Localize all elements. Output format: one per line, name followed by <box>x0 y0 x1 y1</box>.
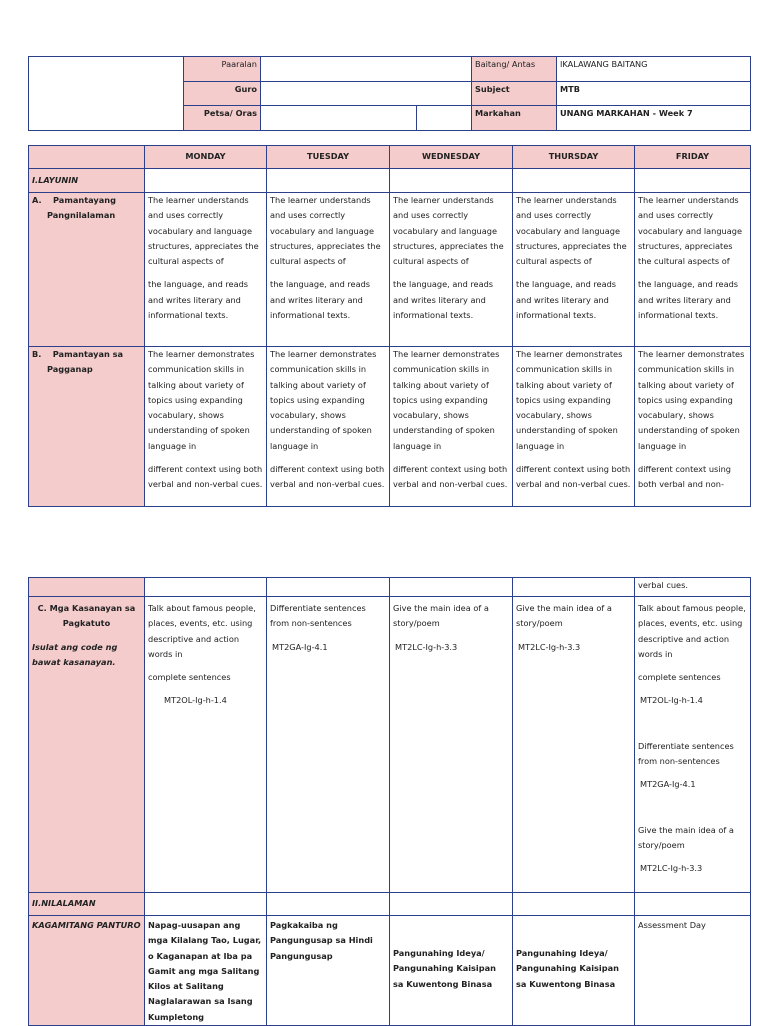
kasanayan-label-cell <box>29 597 145 893</box>
pangnilalaman-friday: The learner understands and uses correctly vocabulary and language structures, appreciates the cultural aspects of the language, and reads and writes literary and informational texts. <box>635 193 751 347</box>
pagganap-thursday: The learner demonstrates communication skills in talking about variety of topics using expanding vocabulary, shows understanding of spoken language in different context using both verbal and non-verbal cues. <box>513 347 635 507</box>
petsa-field[interactable] <box>261 106 417 131</box>
day-header-tuesday: TUESDAY <box>267 146 390 169</box>
logo-cell <box>29 57 184 131</box>
baitang-label: Baitang/ Antas <box>472 57 557 82</box>
pagganap-friday: The learner demonstrates communication skills in talking about variety of topics using expanding vocabulary, shows understanding of spoken language in different context using both verbal and non- <box>635 347 751 507</box>
kasanayan-friday: Talk about famous people, places, events, etc. using descriptive and action words in complete sentences MT2OL-Ig-h-1.4 Differentiate sentences from non-sentences MT2GA-Ig-4.1 Give the main idea of a story/poem MT2LC-Ig-h-3.3 <box>635 597 751 893</box>
subject-value: MTB <box>557 82 751 106</box>
paaralan-label: Paaralan <box>184 57 261 82</box>
nilalaman-heading: II.NILALAMAN <box>29 893 145 916</box>
baitang-value: IKALAWANG BAITANG <box>557 57 751 82</box>
header-table <box>28 56 751 131</box>
day-header-friday: FRIDAY <box>635 146 751 169</box>
pangnilalaman-thursday: The learner understands and uses correctly vocabulary and language structures, appreciates the cultural aspects of the language, and reads and writes literary and informational texts. <box>513 193 635 347</box>
day-header-wednesday: WEDNESDAY <box>390 146 513 169</box>
kasanayan-label: C. Mga Kasanayan sa Pagkatuto <box>37 603 136 629</box>
day-header-monday: MONDAY <box>145 146 267 169</box>
layunin-heading: I.LAYUNIN <box>29 169 145 193</box>
kagamitang-friday: Assessment Day <box>635 916 751 1026</box>
kagamitang-tuesday: Pagkakaiba ng Pangungusap sa Hindi Pangungusap <box>267 916 390 1026</box>
corner-cell <box>29 146 145 169</box>
kasanayan-thursday: Give the main idea of a story/poem MT2LC-Ig-h-3.3 <box>513 597 635 893</box>
friday-continued-text: verbal cues. <box>635 578 751 597</box>
subject-label: Subject <box>472 82 557 106</box>
pangnilalaman-tuesday: The learner understands and uses correctly vocabulary and language structures, appreciates the cultural aspects of the language, and reads and writes literary and informational texts. <box>267 193 390 347</box>
markahan-value: UNANG MARKAHAN - Week 7 <box>557 106 751 131</box>
pangnilalaman-monday: The learner understands and uses correctly vocabulary and language structures, appreciates the cultural aspects of the language, and reads and writes literary and informational texts. <box>145 193 267 347</box>
pagganap-wednesday: The learner demonstrates communication skills in talking about variety of topics using expanding vocabulary, shows understanding of spoken language in different context using both verbal and non-verbal cues. <box>390 347 513 507</box>
pagganap-tuesday: The learner demonstrates communication skills in talking about variety of topics using expanding vocabulary, shows understanding of spoken language in different context using both verbal and non-verbal cues. <box>267 347 390 507</box>
guro-field[interactable] <box>261 82 472 106</box>
kagamitang-wednesday: Pangunahing Ideya/ Pangunahing Kaisipan sa Kuwentong Binasa <box>390 916 513 1026</box>
kasanayan-monday: Talk about famous people, places, events, etc. using descriptive and action words in complete sentences MT2OL-Ig-h-1.4 <box>145 597 267 893</box>
pangnilalaman-wednesday: The learner understands and uses correctly vocabulary and language structures, appreciates the cultural aspects of the language, and reads and writes literary and informational texts. <box>390 193 513 347</box>
kagamitang-thursday: Pangunahing Ideya/ Pangunahing Kaisipan sa Kuwentong Binasa <box>513 916 635 1026</box>
guro-label: Guro <box>184 82 261 106</box>
paaralan-field[interactable] <box>261 57 472 82</box>
day-header-thursday: THURSDAY <box>513 146 635 169</box>
kagamitang-panturo-label: KAGAMITANG PANTURO <box>29 916 145 1026</box>
main-table-page2 <box>28 577 751 1026</box>
kagamitang-monday: Napag-uusapan ang mga Kilalang Tao, Lugar, o Kaganapan at Iba pa Gamit ang mga Salitang Kilos at Salitang Naglalarawan sa Isang Kumpletong <box>145 916 267 1026</box>
pamantayang-pangnilalaman-label: A. Pamantayang Pangnilalaman <box>29 193 145 347</box>
kasanayan-wednesday: Give the main idea of a story/poem MT2LC-Ig-h-3.3 <box>390 597 513 893</box>
pamantayan-sa-pagganap-label: B. Pamantayan sa Pagganap <box>29 347 145 507</box>
kasanayan-tuesday: Differentiate sentences from non-sentences MT2GA-Ig-4.1 <box>267 597 390 893</box>
main-table-page1 <box>28 145 751 507</box>
kasanayan-sublabel: Isulat ang code ng bawat kasanayan. <box>32 641 118 667</box>
oras-field[interactable] <box>417 106 472 131</box>
pagganap-monday: The learner demonstrates communication skills in talking about variety of topics using expanding vocabulary, shows understanding of spoken language in different context using both verbal and non-verbal cues. <box>145 347 267 507</box>
petsa-label: Petsa/ Oras <box>184 106 261 131</box>
markahan-label: Markahan <box>472 106 557 131</box>
